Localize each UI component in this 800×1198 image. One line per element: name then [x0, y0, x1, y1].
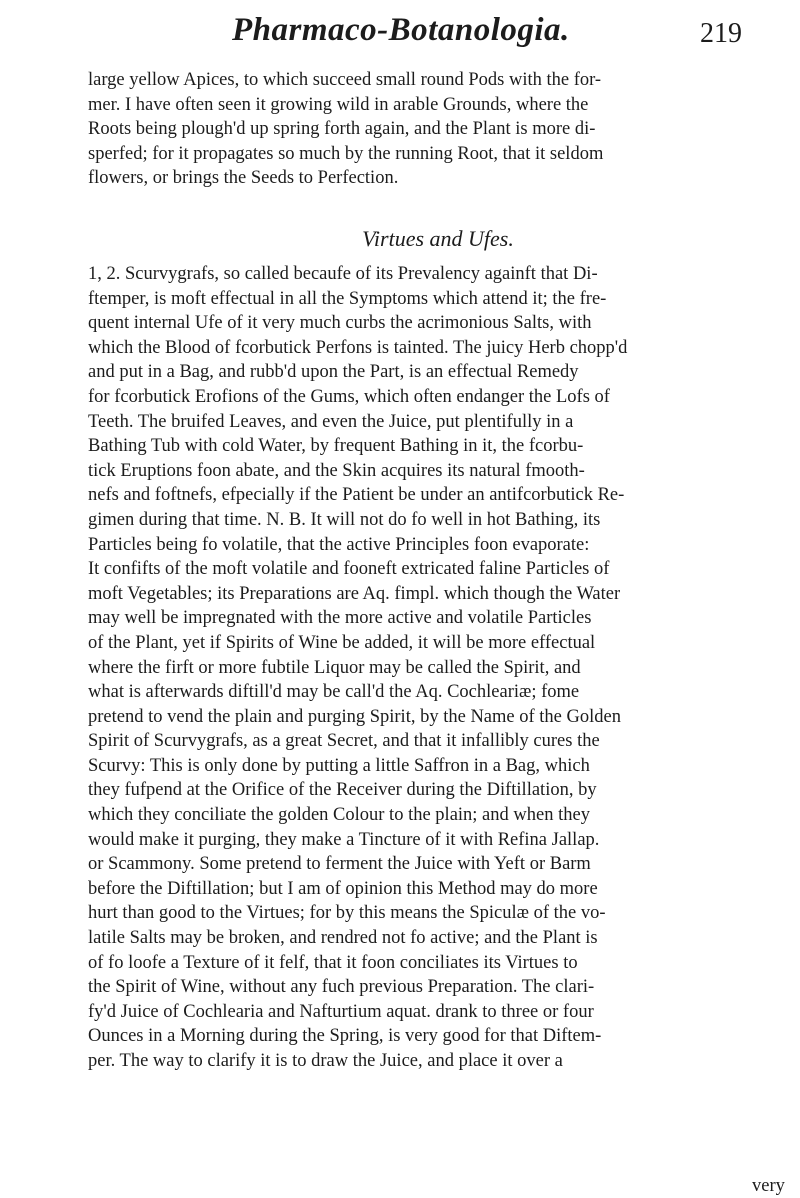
text-line: which they conciliate the golden Colour to the plain; and when they: [88, 805, 590, 826]
text-line: for fcorbutick Erofions of the Gums, which often endanger the Lofs of: [88, 386, 610, 407]
text-line: Scurvy: This is only done by putting a little Saffron in a Bag, which: [88, 755, 590, 776]
intro-paragraph: [88, 68, 788, 191]
text-line: they fufpend at the Orifice of the Receiver during the Diftillation, by: [88, 780, 597, 801]
text-line: Particles being fo volatile, that the active Principles foon evaporate:: [88, 534, 590, 555]
text-line: moft Vegetables; its Preparations are Aq. fimpl. which though the Water: [88, 583, 621, 604]
text-line: quent internal Ufe of it very much curbs the acrimonious Salts, with: [88, 313, 592, 334]
text-line: per. The way to clarify it is to draw the Juice, and place it over a: [88, 1051, 563, 1071]
text-line: what is afterwards diftill'd may be call'd the Aq. Cochleariæ; fome: [88, 682, 580, 703]
text-line: Roots being plough'd up spring forth again, and the Plant is more di-: [88, 119, 596, 140]
text-line: and put in a Bag, and rubb'd upon the Part, is an effectual Remedy: [88, 362, 579, 383]
text-line: gimen during that time. N. B. It will not do fo well in hot Bathing, its: [88, 509, 601, 530]
text-line: It confifts of the moft volatile and fooneft extricated faline Particles of: [88, 559, 610, 580]
text-line: nefs and foftnefs, efpecially if the Patient be under an antifcorbutick Re-: [88, 485, 625, 506]
text-line: may well be impregnated with the more active and volatile Particles: [88, 608, 592, 629]
text-line: 1, 2. Scurvygrafs, so called becaufe of its Prevalency againft that Di-: [88, 264, 598, 284]
running-title: Pharmaco-Botanologia.: [232, 12, 570, 48]
text-line: latile Salts may be broken, and rendred not fo active; and the Plant is: [88, 928, 598, 949]
section-heading: Virtues and Ufes.: [362, 226, 514, 251]
text-line: sperfed; for it propagates so much by the running Root, that it seldom: [88, 143, 604, 164]
text-line: the Spirit of Wine, without any fuch previous Preparation. The clari-: [88, 977, 595, 998]
text-line: Spirit of Scurvygrafs, as a great Secret, and that it infallibly cures the: [88, 731, 600, 752]
text-line: or Scammony. Some pretend to ferment the Juice with Yeft or Barm: [88, 854, 591, 875]
text-line: Bathing Tub with cold Water, by frequent Bathing in it, the fcorbu-: [88, 436, 584, 457]
text-line: Teeth. The bruifed Leaves, and even the Juice, put plentifully in a: [88, 411, 574, 432]
text-line: of the Plant, yet if Spirits of Wine be added, it will be more effectual: [88, 632, 596, 653]
text-line: would make it purging, they make a Tincture of it with Refina Jallap.: [88, 829, 600, 850]
text-line: mer. I have often seen it growing wild in arable Grounds, where the: [88, 94, 589, 115]
virtues-paragraph: [88, 262, 788, 1074]
text-line: Ounces in a Morning during the Spring, is very good for that Diftem-: [88, 1026, 602, 1047]
text-line: flowers, or brings the Seeds to Perfection.: [88, 168, 399, 189]
text-line: of fo loofe a Texture of it felf, that it foon conciliates its Virtues to: [88, 952, 578, 973]
text-line: pretend to vend the plain and purging Spirit, by the Name of the Golden: [88, 706, 621, 727]
text-line: tick Eruptions foon abate, and the Skin acquires its natural fmooth-: [88, 460, 585, 481]
text-line: where the firft or more fubtile Liquor may be called the Spirit, and: [88, 657, 581, 678]
text-line: before the Diftillation; but I am of opinion this Method may do more: [88, 878, 598, 899]
page-number: 219: [700, 18, 742, 49]
text-line: fy'd Juice of Cochlearia and Nafturtium aquat. drank to three or four: [88, 1001, 594, 1022]
text-line: which the Blood of fcorbutick Perfons is tainted. The juicy Herb chopp'd: [88, 337, 628, 358]
text-line: large yellow Apices, to which succeed small round Pods with the for-: [88, 70, 602, 90]
catchword: very: [752, 1176, 785, 1196]
text-line: ftemper, is moft effectual in all the Symptoms which attend it; the fre-: [88, 288, 607, 309]
text-line: hurt than good to the Virtues; for by this means the Spiculæ of the vo-: [88, 903, 606, 924]
